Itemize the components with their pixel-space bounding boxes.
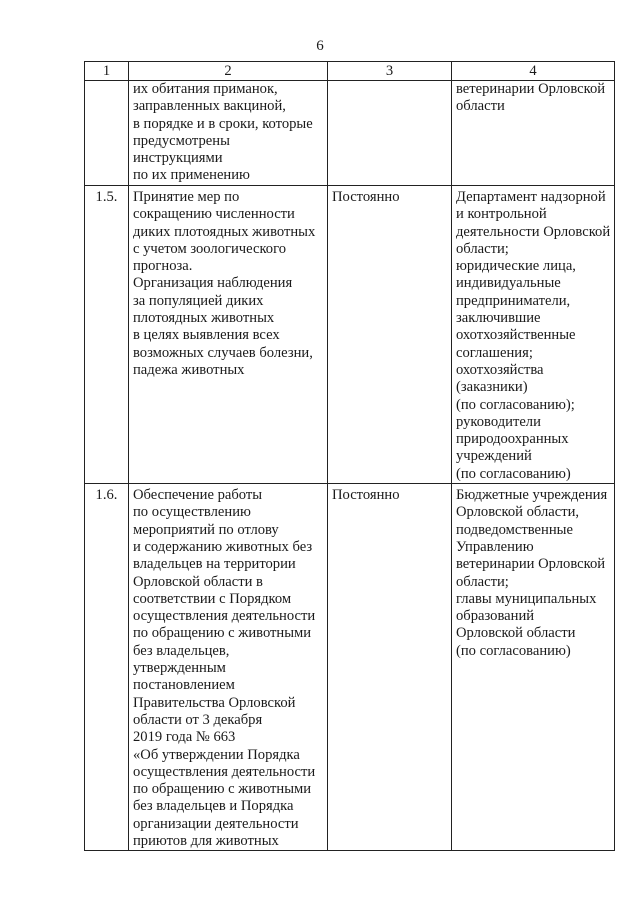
text-line: мероприятий по отлову: [133, 521, 279, 538]
text-line: Правительства Орловской: [133, 694, 296, 711]
text-line: (по согласованию);: [456, 396, 575, 413]
text-line: природоохранных: [456, 431, 569, 448]
term-cell: Постоянно: [328, 186, 452, 484]
text-line: охотхозяйства: [456, 361, 544, 378]
text-line: возможных случаев болезни,: [133, 344, 313, 361]
responsible-cell: [452, 186, 615, 484]
measure-cell: [129, 484, 328, 851]
header-col-3: 3: [328, 62, 452, 81]
text-line: владельцев на территории: [133, 556, 296, 573]
text-line: плотоядных животных: [133, 310, 275, 327]
text-line: и контрольной: [456, 206, 547, 223]
text-line: главы муниципальных: [456, 590, 597, 607]
term-cell: [328, 81, 452, 186]
text-line: сокращению численности: [133, 206, 295, 223]
text-line: инструкциями: [133, 150, 223, 167]
text-line: в порядке и в сроки, которые: [133, 115, 313, 132]
measure-cell: [129, 186, 328, 484]
text-line: по их применению: [133, 167, 250, 184]
text-line: образований: [456, 608, 535, 625]
measure-cell: [129, 81, 328, 186]
text-line: соглашения;: [456, 344, 533, 361]
text-line: (по согласованию): [456, 642, 571, 659]
text-line: области от 3 декабря: [133, 711, 263, 728]
table-row: [85, 81, 615, 186]
text-line: предприниматели,: [456, 292, 571, 309]
text-line: в целях выявления всех: [133, 327, 280, 344]
text-line: Орловской области,: [456, 504, 580, 521]
table-row: [85, 186, 615, 484]
text-line: индивидуальные: [456, 275, 561, 292]
text-line: по обращению с животными: [133, 625, 312, 642]
responsible-cell: [452, 484, 615, 851]
text-line: деятельности Орловской: [456, 223, 611, 240]
text-line: 2019 года № 663: [133, 729, 236, 746]
text-line: и содержанию животных без: [133, 538, 313, 555]
row-number: [85, 81, 129, 186]
row-number: 1.6.: [85, 484, 129, 851]
text-line: области;: [456, 573, 509, 590]
text-line: (по согласованию): [456, 465, 571, 482]
text-line: осуществления деятельности: [133, 608, 316, 625]
text-line: учреждений: [456, 448, 532, 465]
header-col-2: 2: [129, 62, 328, 81]
text-line: юридические лица,: [456, 258, 576, 275]
text-line: без владельцев и Порядка: [133, 798, 294, 815]
text-line: прогноза.: [133, 258, 193, 275]
measures-table: [84, 61, 615, 851]
text-line: с учетом зоологического: [133, 240, 287, 257]
text-line: области;: [456, 240, 509, 257]
text-line: за популяцией диких: [133, 292, 264, 309]
text-line: Орловской области: [456, 625, 576, 642]
text-line: их обитания приманок,: [133, 81, 278, 97]
responsible-cell: [452, 81, 615, 186]
text-line: соответствии с Порядком: [133, 590, 292, 607]
text-line: области: [456, 98, 505, 115]
header-col-4: 4: [452, 62, 615, 81]
row-number: 1.5.: [85, 186, 129, 484]
text-line: падежа животных: [133, 361, 245, 378]
text-line: ветеринарии Орловской: [456, 81, 606, 97]
header-col-1: 1: [85, 62, 129, 81]
term-cell: Постоянно: [328, 484, 452, 851]
text-line: руководители: [456, 413, 541, 430]
text-line: ветеринарии Орловской: [456, 556, 606, 573]
text-line: по осуществлению: [133, 504, 251, 521]
text-line: постановлением: [133, 677, 235, 694]
text-line: заключившие: [456, 310, 541, 327]
text-line: без владельцев,: [133, 642, 230, 659]
table-header-row: [85, 62, 615, 81]
text-line: Принятие мер по: [133, 189, 240, 205]
text-line: Обеспечение работы: [133, 487, 263, 504]
text-line: приютов для животных: [133, 832, 279, 849]
text-line: Бюджетные учреждения: [456, 487, 608, 504]
text-line: «Об утверждении Порядка: [133, 746, 300, 763]
text-line: утвержденным: [133, 660, 226, 677]
text-line: Орловской области в: [133, 573, 263, 590]
text-line: по обращению с животными: [133, 781, 312, 798]
text-line: Управлению: [456, 538, 534, 555]
text-line: предусмотрены: [133, 132, 230, 149]
page-number: 6: [316, 38, 324, 54]
text-line: подведомственные: [456, 521, 573, 538]
text-line: Организация наблюдения: [133, 275, 293, 292]
text-line: диких плотоядных животных: [133, 223, 316, 240]
text-line: (заказники): [456, 379, 528, 396]
text-line: Департамент надзорной: [456, 189, 606, 205]
text-line: заправленных вакциной,: [133, 98, 286, 115]
text-line: осуществления деятельности: [133, 763, 316, 780]
text-line: организации деятельности: [133, 815, 299, 832]
table-row: [85, 484, 615, 851]
text-line: охотхозяйственные: [456, 327, 576, 344]
